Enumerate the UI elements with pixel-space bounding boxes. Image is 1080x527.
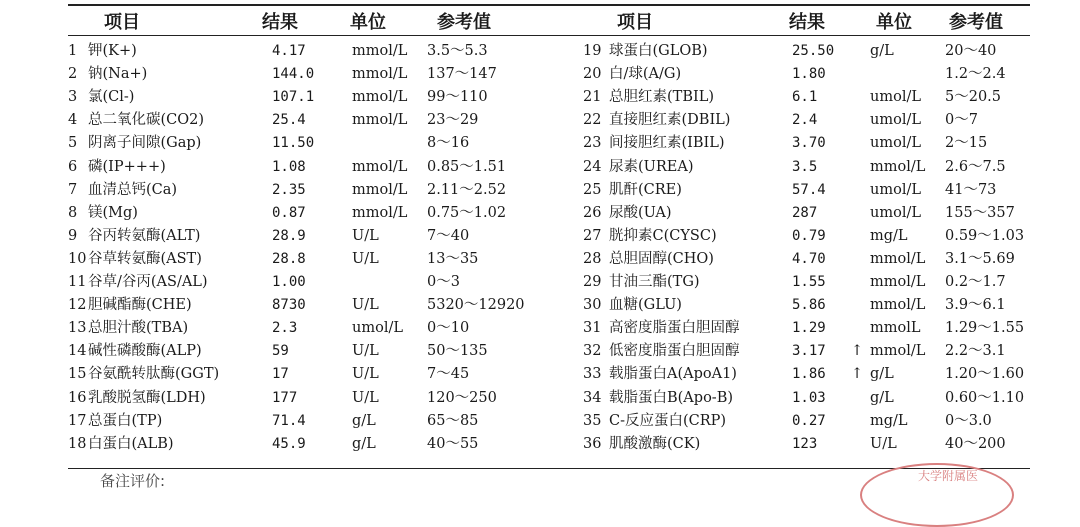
row-reference: 1.20～1.60 [945, 366, 1025, 383]
row-result: 3.5 [792, 158, 818, 175]
row-number: 25 [583, 181, 602, 198]
row-item-name: 磷(IP+++) [88, 158, 166, 175]
row-number: 23 [583, 135, 602, 152]
row-number: 15 [68, 366, 87, 383]
row-item-name: 胆碱酯酶(CHE) [88, 297, 192, 314]
row-result: 3.17 [792, 343, 826, 360]
row-number: 29 [583, 274, 602, 290]
row-reference: 0.59～1.03 [945, 227, 1025, 244]
row-item-name: 氯(Cl-) [88, 89, 135, 106]
row-result: 287 [792, 204, 818, 221]
row-result: 177 [272, 389, 298, 406]
row-number: 32 [583, 343, 602, 360]
row-result: 1.29 [792, 320, 826, 337]
table-row [0, 202, 1080, 225]
row-item-name: 谷氨酰转肽酶(GGT) [88, 366, 220, 383]
row-reference: 120～250 [427, 389, 497, 406]
row-result: 71.4 [272, 412, 306, 429]
table-row [0, 410, 1080, 433]
row-reference: 5320～12920 [427, 297, 525, 314]
row-result: 45.9 [272, 435, 306, 452]
row-unit: U/L [870, 435, 897, 452]
row-item-name: 阴离子间隙(Gap) [88, 135, 202, 152]
row-reference: 0～3.0 [945, 412, 992, 429]
row-unit: umol/L [870, 89, 921, 106]
row-number: 21 [583, 89, 602, 106]
table-row [0, 294, 1080, 317]
row-item-name: 总胆红素(TBIL) [609, 89, 714, 106]
row-number: 2 [68, 66, 78, 83]
row-result: 2.35 [272, 181, 306, 198]
row-result: 57.4 [792, 181, 826, 198]
row-reference: 1.29～1.55 [945, 320, 1025, 337]
row-result: 107.1 [272, 89, 315, 106]
table-top-rule [68, 4, 1030, 6]
row-unit: umol/L [870, 135, 921, 152]
table-row [0, 248, 1080, 271]
row-reference: 0.2～1.7 [945, 274, 1006, 290]
row-reference: 8～16 [427, 135, 470, 152]
row-result: 11.50 [272, 135, 315, 152]
row-result: 1.55 [792, 274, 826, 290]
row-unit: mmolL [870, 320, 921, 337]
header-unit-left: 单位 [350, 12, 386, 33]
row-number: 1 [68, 43, 78, 59]
table-row [0, 387, 1080, 410]
row-unit: mmol/L [870, 250, 926, 267]
row-reference: 2.11～2.52 [427, 181, 507, 198]
row-number: 6 [68, 158, 78, 175]
row-reference: 2.2～3.1 [945, 343, 1006, 360]
row-reference: 155～357 [945, 204, 1015, 221]
row-item-name: 总蛋白(TP) [88, 412, 163, 429]
row-result: 1.08 [272, 158, 306, 175]
row-unit: mmol/L [352, 89, 408, 106]
row-result: 0.79 [792, 227, 826, 244]
row-high-flag: ↑ [851, 366, 864, 383]
row-reference: 40～55 [427, 435, 479, 452]
row-unit: U/L [352, 366, 379, 383]
row-reference: 0.60～1.10 [945, 389, 1025, 406]
row-number: 26 [583, 204, 602, 221]
row-result: 1.80 [792, 66, 826, 83]
row-reference: 1.2～2.4 [945, 66, 1006, 83]
row-item-name: 谷丙转氨酶(ALT) [88, 227, 201, 244]
table-row [0, 109, 1080, 132]
row-unit: U/L [352, 227, 379, 244]
row-unit: g/L [870, 366, 894, 383]
table-row [0, 317, 1080, 340]
row-item-name: 尿素(UREA) [609, 158, 694, 175]
row-number: 30 [583, 297, 602, 314]
row-reference: 137～147 [427, 66, 497, 83]
row-item-name: 球蛋白(GLOB) [609, 43, 708, 59]
row-result: 6.1 [792, 89, 818, 106]
row-number: 12 [68, 297, 87, 314]
header-ref-right: 参考值 [949, 12, 1003, 33]
row-unit: mmol/L [352, 112, 408, 129]
row-item-name: 血清总钙(Ca) [88, 181, 178, 198]
table-row [0, 179, 1080, 202]
table-row [0, 225, 1080, 248]
row-unit: mmol/L [352, 66, 408, 83]
row-reference: 2.6～7.5 [945, 158, 1006, 175]
row-unit: mg/L [870, 412, 908, 429]
row-number: 7 [68, 181, 78, 198]
row-item-name: 甘油三酯(TG) [609, 274, 700, 290]
row-result: 8730 [272, 297, 306, 314]
row-result: 25.50 [792, 43, 835, 59]
row-unit: mmol/L [352, 204, 408, 221]
row-unit: umol/L [870, 204, 921, 221]
row-item-name: 血糖(GLU) [609, 297, 682, 314]
table-row [0, 271, 1080, 294]
row-item-name: 总胆汁酸(TBA) [88, 320, 189, 337]
header-result-right: 结果 [789, 12, 825, 33]
row-result: 1.86 [792, 366, 826, 383]
row-item-name: 肌酐(CRE) [609, 181, 682, 198]
row-unit: mmol/L [352, 181, 408, 198]
header-item-left: 项目 [104, 12, 140, 33]
row-unit: g/L [870, 389, 894, 406]
row-reference: 0.75～1.02 [427, 204, 507, 221]
row-item-name: 碱性磷酸酶(ALP) [88, 343, 202, 360]
row-result: 144.0 [272, 66, 315, 83]
header-result-left: 结果 [262, 12, 298, 33]
row-result: 123 [792, 435, 818, 452]
row-unit: umol/L [352, 320, 403, 337]
row-reference: 5～20.5 [945, 89, 1002, 106]
row-number: 8 [68, 204, 78, 221]
row-unit: umol/L [870, 112, 921, 129]
row-item-name: 低密度脂蛋白胆固醇 [609, 343, 740, 360]
row-unit: U/L [352, 389, 379, 406]
row-result: 28.9 [272, 227, 306, 244]
header-unit-right: 单位 [876, 12, 912, 33]
row-result: 17 [272, 366, 289, 383]
row-number: 17 [68, 412, 87, 429]
row-reference: 40～200 [945, 435, 1006, 452]
row-number: 14 [68, 343, 87, 360]
row-reference: 3.1～5.69 [945, 250, 1015, 267]
row-item-name: 载脂蛋白B(Apo-B) [609, 389, 734, 406]
row-result: 0.87 [272, 204, 306, 221]
row-reference: 50～135 [427, 343, 488, 360]
row-reference: 23～29 [427, 112, 479, 129]
row-reference: 2～15 [945, 135, 988, 152]
row-result: 25.4 [272, 112, 306, 129]
row-high-flag: ↑ [851, 343, 864, 360]
row-unit: mmol/L [870, 158, 926, 175]
row-unit: mmol/L [870, 297, 926, 314]
row-reference: 0～7 [945, 112, 978, 129]
row-item-name: 镁(Mg) [88, 204, 138, 221]
row-result: 2.3 [272, 320, 298, 337]
row-unit: g/L [352, 435, 376, 452]
row-reference: 20～40 [945, 43, 997, 59]
row-number: 10 [68, 250, 87, 267]
remark-label: 备注评价: [100, 472, 166, 490]
row-result: 0.27 [792, 412, 826, 429]
table-row [0, 86, 1080, 109]
row-unit: umol/L [870, 181, 921, 198]
row-reference: 7～40 [427, 227, 470, 244]
row-result: 1.00 [272, 274, 306, 290]
row-number: 22 [583, 112, 602, 129]
row-reference: 0～3 [427, 274, 460, 290]
row-number: 9 [68, 227, 78, 244]
table-row [0, 63, 1080, 86]
row-unit: mmol/L [352, 158, 408, 175]
row-item-name: C-反应蛋白(CRP) [609, 412, 727, 429]
row-result: 3.70 [792, 135, 826, 152]
row-number: 13 [68, 320, 87, 337]
row-number: 4 [68, 112, 78, 129]
row-number: 16 [68, 389, 87, 406]
row-number: 19 [583, 43, 602, 59]
row-number: 11 [68, 274, 87, 290]
row-item-name: 谷草/谷丙(AS/AL) [88, 274, 208, 290]
row-item-name: 胱抑素C(CYSC) [609, 227, 717, 244]
row-result: 1.03 [792, 389, 826, 406]
stamp-text: 大学附属医 [918, 469, 979, 483]
row-reference: 0～10 [427, 320, 470, 337]
row-reference: 13～35 [427, 250, 479, 267]
row-item-name: 钾(K+) [88, 43, 137, 59]
table-row [0, 156, 1080, 179]
table-row [0, 132, 1080, 155]
row-unit: mg/L [870, 227, 908, 244]
row-number: 27 [583, 227, 602, 244]
row-result: 4.70 [792, 250, 826, 267]
row-unit: g/L [352, 412, 376, 429]
row-reference: 7～45 [427, 366, 470, 383]
row-reference: 41～73 [945, 181, 997, 198]
row-result: 28.8 [272, 250, 306, 267]
table-row [0, 40, 1080, 63]
row-number: 28 [583, 250, 602, 267]
row-unit: U/L [352, 297, 379, 314]
row-unit: mmol/L [352, 43, 408, 59]
row-item-name: 白蛋白(ALB) [88, 435, 174, 452]
row-unit: U/L [352, 250, 379, 267]
row-number: 3 [68, 89, 78, 106]
row-reference: 3.9～6.1 [945, 297, 1006, 314]
table-row [0, 363, 1080, 386]
table-row [0, 433, 1080, 456]
row-item-name: 直接胆红素(DBIL) [609, 112, 731, 129]
row-number: 20 [583, 66, 602, 83]
table-header-rule [68, 35, 1030, 36]
row-reference: 0.85～1.51 [427, 158, 507, 175]
row-unit: mmol/L [870, 274, 926, 290]
row-number: 35 [583, 412, 602, 429]
row-unit: mmol/L [870, 343, 926, 360]
row-item-name: 尿酸(UA) [609, 204, 672, 221]
header-item-right: 项目 [617, 12, 653, 33]
row-number: 5 [68, 135, 78, 152]
row-result: 59 [272, 343, 289, 360]
row-reference: 99～110 [427, 89, 488, 106]
row-number: 24 [583, 158, 602, 175]
table-bottom-rule [68, 468, 1030, 469]
row-result: 2.4 [792, 112, 818, 129]
row-item-name: 谷草转氨酶(AST) [88, 250, 202, 267]
row-number: 31 [583, 320, 602, 337]
row-item-name: 高密度脂蛋白胆固醇 [609, 320, 740, 337]
row-unit: U/L [352, 343, 379, 360]
row-reference: 3.5～5.3 [427, 43, 488, 59]
row-item-name: 乳酸脱氢酶(LDH) [88, 389, 206, 406]
row-item-name: 总二氧化碳(CO2) [88, 112, 205, 129]
row-item-name: 白/球(A/G) [609, 66, 682, 83]
table-row [0, 340, 1080, 363]
row-result: 4.17 [272, 43, 306, 59]
row-reference: 65～85 [427, 412, 479, 429]
row-number: 34 [583, 389, 602, 406]
row-item-name: 载脂蛋白A(ApoA1) [609, 366, 737, 383]
row-number: 18 [68, 435, 87, 452]
row-result: 5.86 [792, 297, 826, 314]
row-item-name: 钠(Na+) [88, 66, 148, 83]
row-item-name: 总胆固醇(CHO) [609, 250, 714, 267]
row-number: 33 [583, 366, 602, 383]
row-number: 36 [583, 435, 602, 452]
header-ref-left: 参考值 [437, 12, 491, 33]
row-item-name: 间接胆红素(IBIL) [609, 135, 725, 152]
row-item-name: 肌酸激酶(CK) [609, 435, 701, 452]
row-unit: g/L [870, 43, 894, 59]
